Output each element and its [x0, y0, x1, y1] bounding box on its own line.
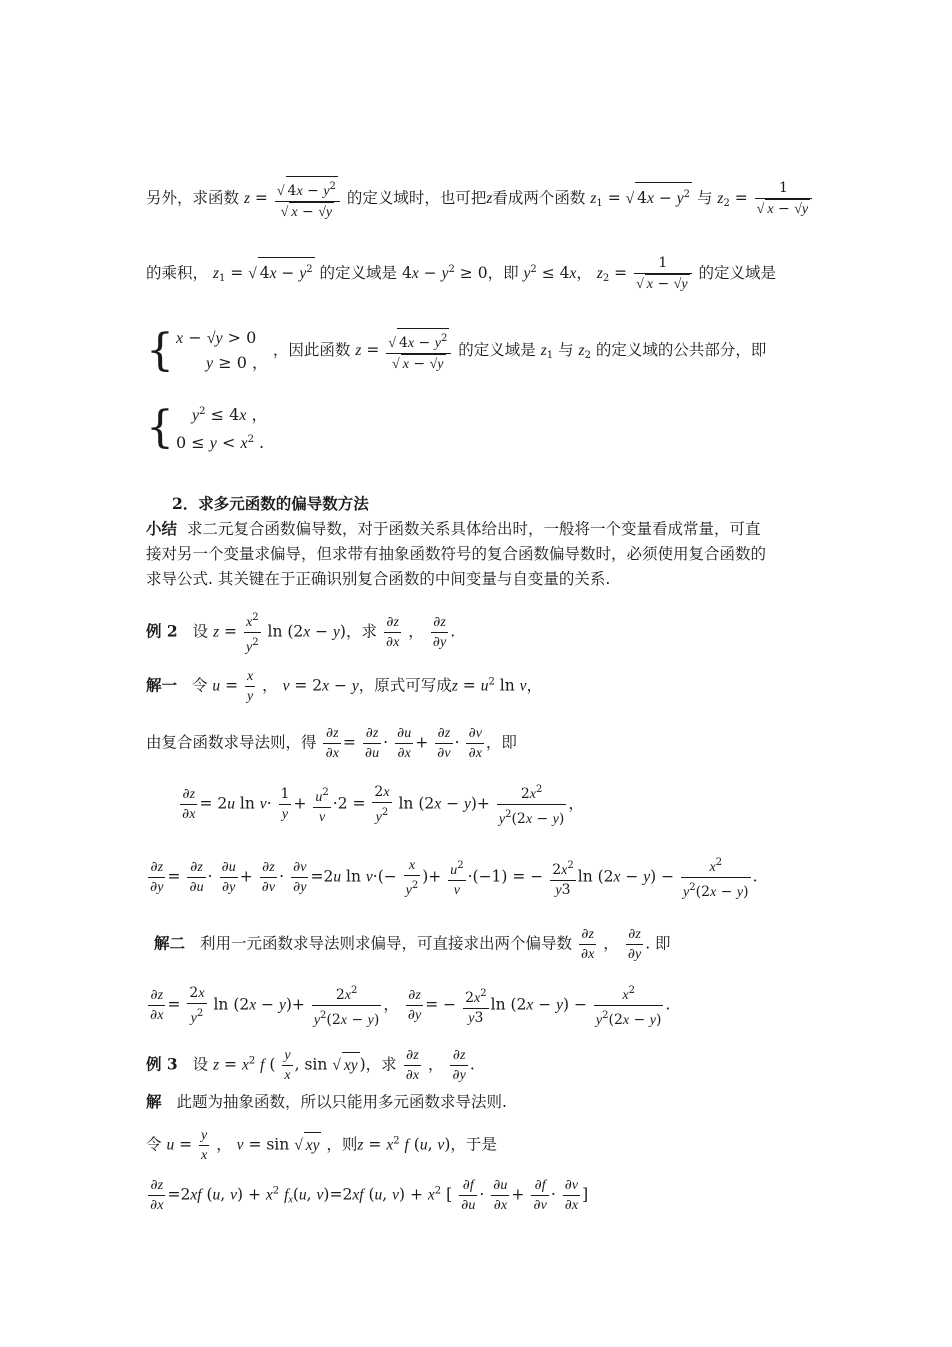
paragraph-product: 的乘积， $z_1$ = √ $4x - y^2$ 的定义域是 $4x - y^2 \ge 0$，即 $y^2 \le 4x$， $z_2$ = $\frac{1}{√ x - √y}$ 的定义域是	[146, 255, 776, 292]
text: 的定义域是	[319, 264, 398, 282]
formula-final: $\frac{\partial z}{\partial x}$ =2xf (u, $v) + x^2$ $f_x(u$, v)=2xf (u, $v) + x^2$ [ $\frac{\partial f}{\partial u}$ · $\frac{\partial u}{\partial x}$ + $\frac{\partial f}{\partial v}$ · $\frac{\partial v}{\partial x}$ ]	[150, 1177, 589, 1213]
text: 令	[146, 1135, 162, 1154]
text: ，求	[365, 1055, 397, 1074]
example-label: 例 2	[146, 621, 178, 641]
summary-line-3	[146, 567, 818, 591]
paragraph-domain-intro: 另外，求函数 z = $\frac{√ 4x - y^2}{√ x - √y}$ 的定义域时，也可把z看成两个函数 $z_1$ = √ $4x - y^2$ 与 $z_2$ = $\frac{1}{√ x - √y}$	[146, 176, 818, 222]
example-label: 例 3	[146, 1054, 178, 1074]
solution-1: 解一 令 u = $\frac{x}{y}$ ， v = 2x − y，原式可写成$z = u^2$ ln v，	[146, 669, 543, 704]
paragraph-system-1: { x − √y > 0 y ≥ 0 ， ，因此函数 z = $\frac{√ 4x - y^2}{√ x - √y}$ 的定义域是 $z_1$ 与 $z_2$ 的定义域的公共部分，即	[146, 325, 767, 376]
formula-fraction: $\frac{1}{√ x - √y}$	[755, 179, 812, 219]
text: 的定义域时，也可把	[346, 189, 487, 207]
text: 看成两个函数	[492, 189, 586, 207]
formula-solution-2: $\frac{\partial z}{\partial x}$ = $\frac{2x}{y^2}$ ln (2x − y)+ $\frac{2x^2}{y^2(2x - y)}$ ， $\frac{\partial z}{\partial y}$ = − $\frac{2x^2}{y3}$ ln (2x − y) − $\frac{x^2}{y^2(2x - y)}$ .	[146, 981, 818, 1030]
text: 的乘积，	[146, 264, 209, 282]
text: ，于是	[450, 1135, 497, 1154]
section-number: 2．	[172, 494, 199, 513]
chain-rule: 由复合函数求导法则，得 $\frac{\partial z}{\partial x}$ = $\frac{\partial z}{\partial u}$ · $\frac{\partial u}{\partial x}$ + $\frac{\partial z}{\partial v}$ · $\frac{\partial v}{\partial x}$ ，即	[146, 725, 517, 761]
solution-label: 解	[146, 1092, 162, 1111]
text: ，原式可写成	[358, 676, 452, 695]
summary-line-1	[146, 517, 818, 541]
text: 的定义域是	[458, 341, 536, 359]
let-substitution: 令 u = $\frac{y}{x}$ ， v = sin √ xy ，则$z = x^2$ f (u, v)，于是	[146, 1128, 497, 1163]
formula-dzdx: $\frac{\partial z}{\partial x}$ = 2u ln v· $\frac{1}{y}$ + $\frac{u^2}{v}$ ·2 = $\frac{2x}{y^2}$ ln (2x − y)+ $\frac{2x^2}{y^2(2x - y)}$ ，	[178, 780, 850, 829]
text: 由复合函数求导法则，得	[146, 733, 317, 752]
text: ，即	[485, 733, 517, 752]
text: 的定义域是	[698, 264, 776, 282]
text: ，因此函数	[272, 341, 351, 359]
solution-2: 解二 利用一元函数求导法则求偏导，可直接求出两个偏导数 $\frac{\partial z}{\partial x}$ ， $\frac{\partial z}{\partial y}$ . 即	[154, 926, 671, 962]
text: 与	[558, 341, 574, 359]
text: ，	[576, 264, 592, 282]
text: ，求	[345, 622, 377, 641]
text: 与	[696, 189, 713, 207]
text: 的定义域的公共部分，即	[595, 341, 767, 359]
text: ，即	[487, 264, 519, 282]
text: 利用一元函数求导法则求偏导，可直接求出两个偏导数	[199, 934, 572, 953]
formula-fraction: $\frac{√ 4x - y^2}{√ x - √y}$	[275, 176, 340, 222]
text: 接对另一个变量求偏导，但求带有抽象函数符号的复合函数偏导数时，必须使用复合函数的	[146, 545, 767, 563]
text: 求二元复合函数偏导数，对于函数关系具体给出时，一般将一个变量看成常量，可直	[187, 520, 761, 538]
text: 令	[191, 676, 208, 695]
summary-line-2	[146, 542, 818, 566]
text: ，则	[326, 1135, 358, 1154]
text: 设	[192, 1055, 209, 1074]
formula-fraction: $\frac{1}{√ x - √y}$	[634, 254, 691, 294]
text: 另外，求函数	[146, 189, 240, 207]
formula-dzdy: $\frac{\partial z}{\partial y}$ = $\frac{\partial z}{\partial u}$ · $\frac{\partial u}{\partial y}$ + $\frac{\partial z}{\partial v}$ · $\frac{\partial v}{\partial y}$ =2u ln v·(− $\frac{x}{y^2}$ )+ $\frac{u^2}{v}$ ·(−1) = − $\frac{2x^2}{y3}$ ln (2x − y) − $\frac{x^2}{y^2(2x - y)}$ .	[146, 853, 818, 902]
formula-fraction: $\frac{√ 4x - y^2}{√ x - √y}$	[386, 328, 451, 374]
solution-label: 解二	[154, 933, 186, 953]
example-2: 例 2 设 z = $\frac{x^2}{y^2}$ ln (2x − y)，求 $\frac{\partial z}{\partial x}$ ， $\frac{\partial z}{\partial y}$ .	[146, 608, 818, 657]
summary-label: 小结	[146, 519, 178, 538]
solution-3	[146, 1090, 818, 1114]
text: 求导公式. 其关键在于正确识别复合函数的中间变量与自变量的关系.	[146, 570, 611, 588]
text: 设	[192, 622, 209, 641]
section-title: 求多元函数的偏导数方法	[198, 494, 369, 513]
paragraph-system-2: { $y^2 \le 4x$ ， $0 \le y < x^2$ .	[146, 402, 268, 453]
text: . 即	[645, 934, 671, 953]
text: 此题为抽象函数，所以只能用多元函数求导法则.	[176, 1093, 507, 1111]
section-heading	[172, 492, 844, 516]
solution-label: 解一	[146, 675, 178, 695]
example-3: 例 3 设 $z = x^2$ f ( $\frac{y}{x}$ , sin √ xy )，求 $\frac{\partial z}{\partial x}$ ， $\frac{\partial z}{\partial y}$ .	[146, 1047, 475, 1083]
text: z	[486, 190, 493, 207]
